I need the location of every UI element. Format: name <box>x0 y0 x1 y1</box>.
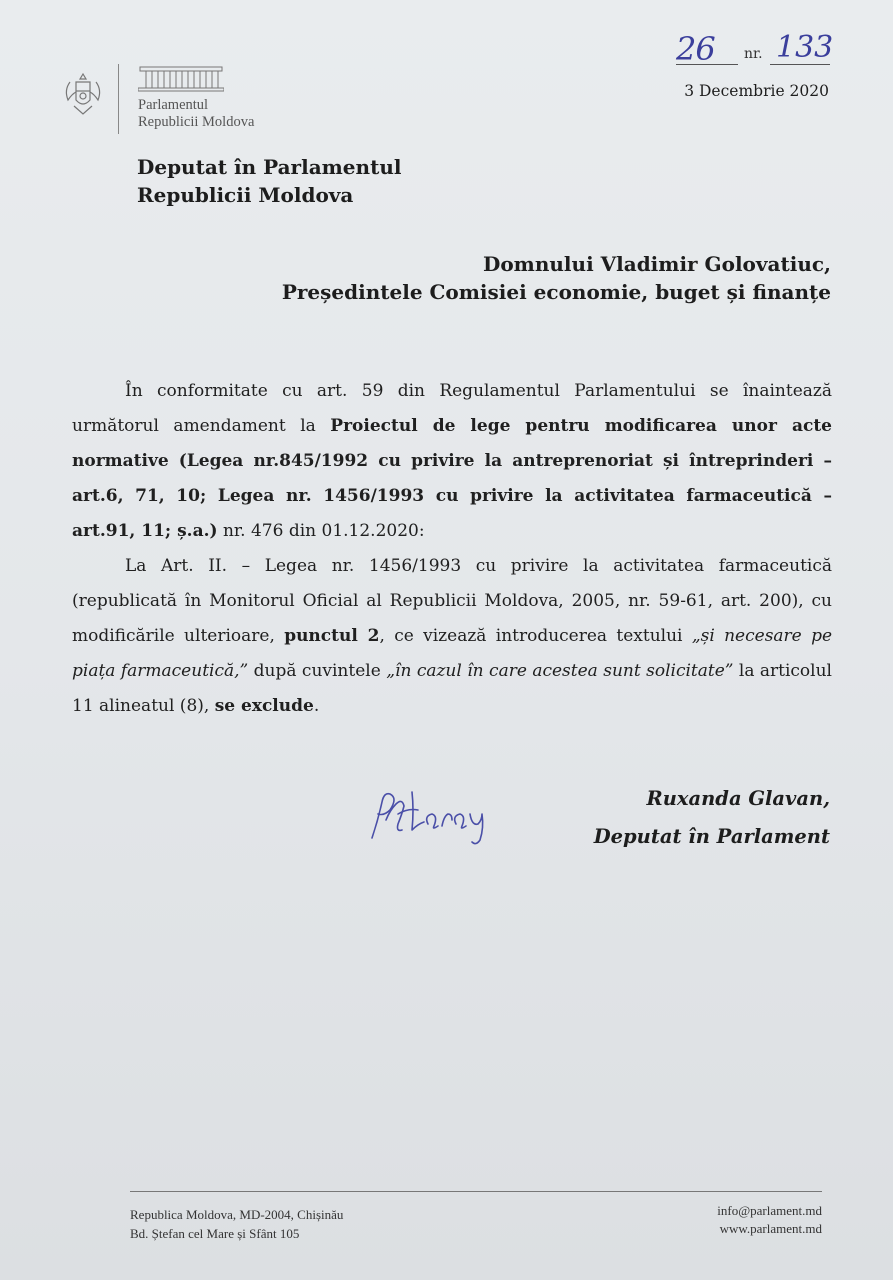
p2-text-d: la articolul 11 alineatul (8), <box>72 661 832 716</box>
registration-nr-label: nr. <box>744 46 763 62</box>
p2-text-b: , ce vizează introducerea textului <box>379 626 692 646</box>
org-name-line2: Republicii Moldova <box>138 114 255 130</box>
p1-tail: nr. 476 din 01.12.2020: <box>217 521 425 541</box>
footer-address-line2: Bd. Ștefan cel Mare și Sfânt 105 <box>130 1226 300 1241</box>
p1-bill-title: Proiectul de lege pentru modificarea unor acte normative (Legea nr.845/1992 cu privire la antreprenoriat și întreprinderi – art.6, 71, 10; Legea nr. 1456/1993 cu privire la activitatea farmaceutică – art.91, 11; ș.a.) <box>72 416 832 541</box>
p2-text-e: . <box>313 696 320 716</box>
handwritten-signature <box>368 780 548 850</box>
p2-text-c: după cuvintele <box>248 661 387 681</box>
p2-point: punctul 2 <box>284 626 380 646</box>
registration-underline <box>676 64 738 65</box>
registration-number-handwritten: 26 <box>676 30 715 68</box>
sender-line2: Republicii Moldova <box>137 183 354 207</box>
letter-body <box>72 374 832 724</box>
p2-exclude: se exclude <box>214 696 314 716</box>
parliament-logo <box>60 64 290 136</box>
p2-text-a: La Art. II. – Legea nr. 1456/1993 cu privire la activitatea farmaceutică (republicată în Monitorul Oficial al Republicii Moldova, 2005, nr. 59-61, art. 200), cu modificările ulterioare, <box>72 556 832 646</box>
org-name-line1: Parlamentul <box>138 97 209 113</box>
addressee-line2: Președintele Comisiei economie, buget și finanțe <box>281 280 831 304</box>
signatory-name: Ruxanda Glavan, <box>646 787 830 810</box>
sender-line1: Deputat în Parlamentul <box>137 155 402 179</box>
footer-email: info@parlament.md <box>717 1203 822 1218</box>
logo-divider <box>118 64 119 134</box>
p1-intro: În conformitate cu art. 59 din Regulamentul Parlamentului se înaintează următorul amendament la <box>72 381 832 436</box>
footer-address-line1: Republica Moldova, MD-2004, Chișinău <box>130 1207 344 1222</box>
footer-website: www.parlament.md <box>719 1221 822 1236</box>
p2-quote-2: „în cazul în care acestea sunt solicitate” <box>386 661 734 681</box>
registration-block <box>672 30 842 70</box>
body-paragraph-1 <box>72 374 832 549</box>
parliament-building-icon <box>138 64 224 92</box>
body-paragraph-2 <box>72 549 832 724</box>
coat-of-arms-icon <box>60 70 106 118</box>
document-date: 3 Decembrie 2020 <box>684 82 829 100</box>
p2-quote-1: „și necesare pe piața farmaceutică,” <box>72 626 833 681</box>
registration-id-handwritten: 133 <box>776 30 834 65</box>
signatory-role: Deputat în Parlament <box>593 825 830 848</box>
footer-divider <box>130 1191 822 1192</box>
addressee-line1: Domnului Vladimir Golovatiuc, <box>483 252 831 276</box>
